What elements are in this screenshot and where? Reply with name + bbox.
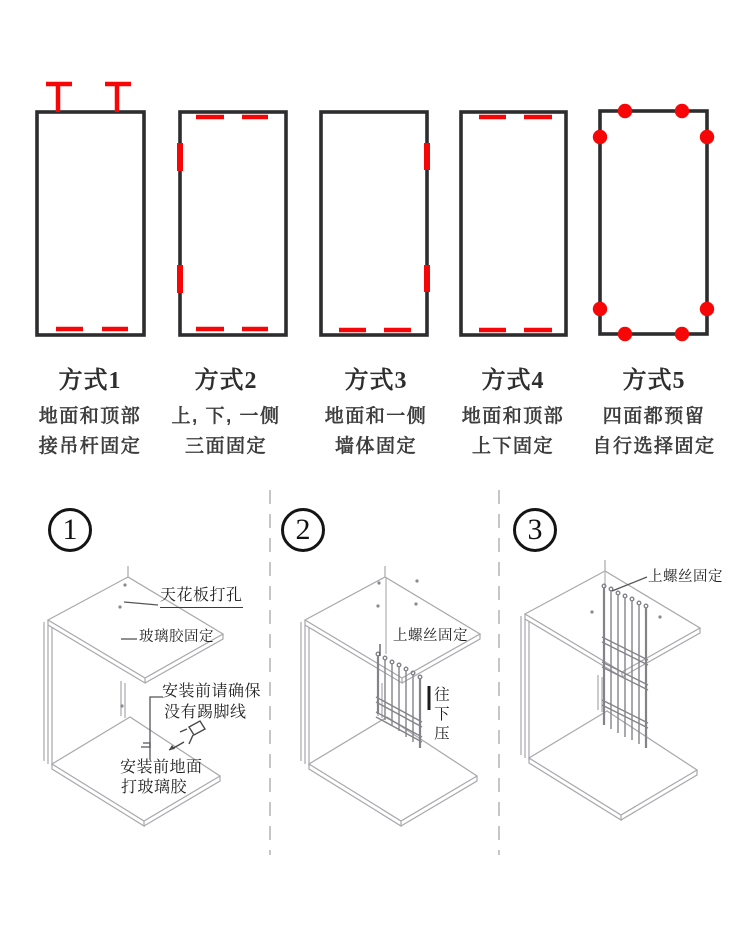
fixing-dot <box>675 104 689 118</box>
method-desc-line: 墙体固定 <box>334 436 417 457</box>
method-2-red-marks <box>180 117 268 329</box>
fixing-dot <box>618 104 632 118</box>
callout-screw-fix-step3: 上螺丝固定 <box>648 569 723 585</box>
method-1-red-marks <box>46 84 131 329</box>
method-desc-line: 接吊杆固定 <box>38 436 142 457</box>
method-title: 方式4 <box>481 368 545 394</box>
ceiling-screw-dots <box>590 610 661 618</box>
method-5-red-dots <box>593 104 714 341</box>
method-desc-line: 上下固定 <box>471 436 554 457</box>
method-1-panel <box>37 112 144 335</box>
callout-glue-fix: 玻璃胶固定 <box>139 629 214 645</box>
method-desc-line: 四面都预留 <box>602 406 706 427</box>
method-outlines <box>37 111 707 335</box>
callout-ceiling-drill: 天花板打孔 <box>160 587 243 608</box>
step-2-drawing <box>301 566 480 826</box>
method-desc-line: 上, 下, 一侧 <box>171 406 281 427</box>
method-4-panel <box>461 112 566 335</box>
fixing-dot <box>593 130 607 144</box>
method-desc-line: 地面和一侧 <box>324 406 428 427</box>
fixing-dot <box>618 327 632 341</box>
fixing-dot <box>700 302 714 316</box>
method-5-label <box>564 360 744 462</box>
hanger-rod-icon <box>46 84 131 112</box>
method-4-red-marks <box>479 117 552 330</box>
fixing-dot <box>700 130 714 144</box>
step-1-number-badge: 1 <box>48 508 92 552</box>
method-title: 方式3 <box>344 368 408 394</box>
method-title: 方式2 <box>194 368 258 394</box>
callout-screw-fix-step2: 上螺丝固定 <box>393 628 468 644</box>
method-desc-line: 地面和顶部 <box>461 406 565 427</box>
method-desc-line: 自行选择固定 <box>592 436 716 457</box>
method-desc-line: 地面和顶部 <box>38 406 142 427</box>
callout-ensure-line2: 没有踢脚线 <box>164 704 247 721</box>
callout-floor-line2: 打玻璃胶 <box>121 779 188 796</box>
callout-floor-line1: 安装前地面 <box>120 759 203 776</box>
method-2-panel <box>180 112 286 335</box>
callout-ensure-line1: 安装前请确保 <box>162 683 262 700</box>
method-title: 方式1 <box>58 368 122 394</box>
method-3-red-marks <box>339 143 427 330</box>
method-desc-line: 三面固定 <box>184 436 267 457</box>
method-3-panel <box>321 112 427 335</box>
step-3-drawing <box>521 560 700 820</box>
method-title: 方式5 <box>622 368 686 394</box>
method-5-panel <box>600 111 707 334</box>
step-3-number-badge: 3 <box>513 508 557 552</box>
screw-label-leader <box>612 577 647 591</box>
fixing-dot <box>675 327 689 341</box>
fixing-dot <box>593 302 607 316</box>
callout-press-down: 往下压 <box>431 686 449 745</box>
step-2-number-badge: 2 <box>281 508 325 552</box>
